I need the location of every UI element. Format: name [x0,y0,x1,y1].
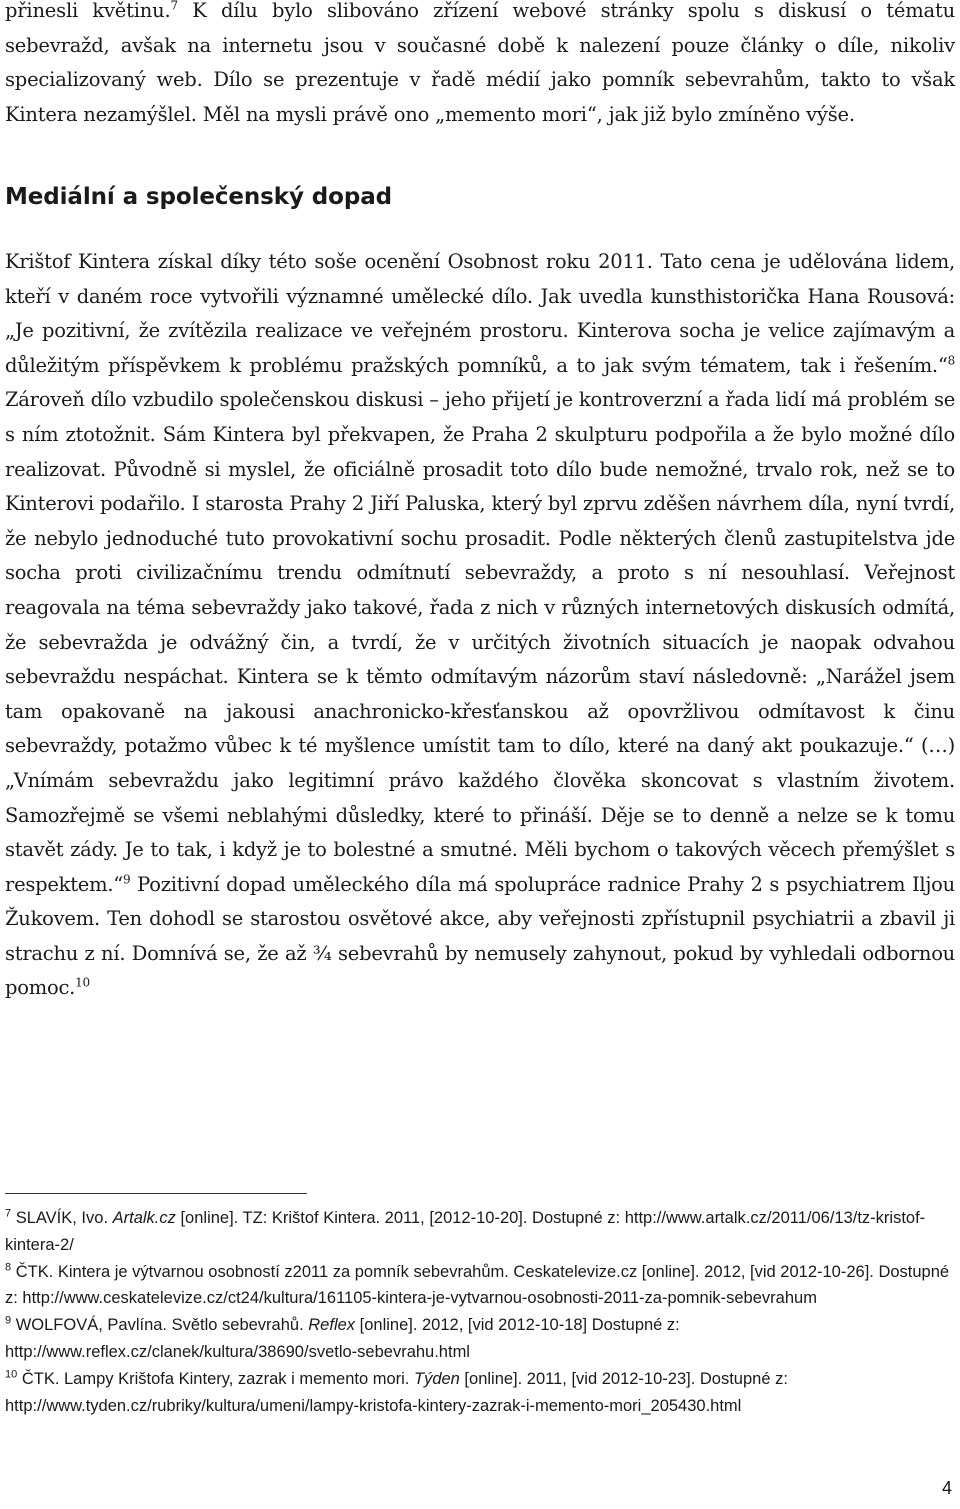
footnote-number: 9 [5,1314,12,1327]
footnote-10 [5,1366,955,1420]
body-paragraph-2 [5,245,955,1006]
footnote-7 [5,1205,955,1259]
paragraph-1-lead: přinesli květinu. [5,0,171,22]
footnote-number: 7 [5,1207,12,1220]
footnote-source-title: Reflex [308,1316,356,1335]
footnote-number: 8 [5,1261,12,1274]
footnote-ref-10[interactable]: 10 [75,975,90,990]
footnote-number: 10 [5,1368,18,1381]
footnote-separator [5,1193,307,1194]
footnote-text: ČTK. Lampy Krištofa Kintery, zazrak i memento mori. [17,1369,414,1388]
section-heading: Mediální a společenský dopad [5,184,392,210]
footnote-ref-8[interactable]: 8 [947,353,955,368]
footnote-text: [online]. 2012, [vid 2012-10-18] Dostupné z: http://www.reflex.cz/clanek/kultura/38690/svetlo-sebevrahu.html [5,1316,680,1361]
footnotes [5,1205,955,1419]
footnote-text: [online]. 2011, [vid 2012-10-23]. Dostupné z: http://www.tyden.cz/rubriky/kultura/umeni/lampy-kristofa-kintery-zazrak-i-memento-mori_205430.html [5,1369,788,1415]
paragraph-2-part-3: Pozitivní dopad uměleckého díla má spolupráce radnice Prahy 2 s psychiatrem Iljou Žukovem. Ten dohodl se starostou osvětové akce, aby veřejnosti zpřístupnil psychiatrii a zbavil ji strachu z ní. Domnívá se, že až ¾ sebevrahů by nemusely zahynout, pokud by vyhledali odbornou pomoc. [5,872,955,1000]
paragraph-1-text: K dílu bylo slibováno zřízení webové stránky spolu s diskusí o tématu sebevražd, avšak na internetu jsou v současné době k nalezení pouze články o díle, nikoliv specializovaný web. Dílo se prezentuje v řadě médií jako pomník sebevrahům, takto to však Kintera nezamýšlel. Měl na mysli právě ono „memento mori“, jak již bylo zmíněno výše. [5,0,955,126]
footnote-source-title: Týden [413,1369,460,1388]
body-paragraph-1 [5,0,955,132]
footnote-text: WOLFOVÁ, Pavlína. Světlo sebevrahů. [11,1316,309,1335]
footnote-8 [5,1259,955,1313]
footnote-ref-7[interactable]: 7 [170,0,178,13]
footnote-text: SLAVÍK, Ivo. [11,1209,113,1227]
footnote-ref-9[interactable]: 9 [123,872,131,887]
footnote-9 [5,1312,955,1366]
page-number: 4 [941,1478,952,1498]
footnote-text: ČTK. Kintera je výtvarnou osobností z2011 za pomník sebevrahům. Ceskatelevize.cz [online]. 2012, [vid 2012-10-26]. Dostupné z: http://www.ceskatelevize.cz/ct24/kultura/161105-kintera-je-vytvarnou-osobnosti-2011-za-pomnik-sebevrahum [5,1262,950,1308]
footnote-source-title: Artalk.cz [112,1209,176,1227]
footnote-text: [online]. TZ: Krištof Kintera. 2011, [2012-10-20]. Dostupné z: http://www.artalk.cz/2011/06/13/tz-kristof-kintera-2/ [5,1209,926,1254]
paragraph-2-part-1: Krištof Kintera získal díky této soše ocenění Osobnost roku 2011. Tato cena je udělována lidem, kteří v daném roce vytvořili významné umělecké dílo. Jak uvedla kunsthistorička Hana Rousová: „Je pozitivní, že zvítězila realizace ve veřejném prostoru. Kinterova socha je velice zajímavým a důležitým příspěvkem k problému pražských pomníků, a to jak svým tématem, tak i řešením.“ [5,250,955,377]
paragraph-2-part-2: Zároveň dílo vzbudilo společenskou diskusi – jeho přijetí je kontroverzní a řada lidí má problém se s ním ztotožnit. Sám Kintera byl překvapen, že Praha 2 skulpturu podpořila a že bylo možné dílo realizovat. Původně si myslel, že oficiálně prosadit toto dílo bude nemožné, trvalo rok, než se to Kinterovi podařilo. I starosta Prahy 2 Jiří Paluska, který byl zprvu zděšen návrhem díla, nyní tvrdí, že nebylo jednoduché tuto provokativní sochu prosadit. Podle některých členů zastupitelstva jde socha proti civilizačnímu trendu odmítnutí sebevraždy, a proto s ní nesouhlasí. Veřejnost reagovala na téma sebevraždy jako takové, řada z nich v různých internetových diskusích odmítá, že sebevražda je odvážný čin, a tvrdí, že v určitých životních situacích je naopak odvahou sebevraždu nespáchat. Kintera se k těmto odmítavým názorům staví následovně: „Narážel jsem tam opakovaně na jakousi anachronicko-křesťanskou až opovržlivou odmítavost k činu sebevraždy, potažmo vůbec k té myšlence umístit tam to dílo, které na daný akt poukazuje.“ (…) „Vnímám sebevraždu jako legitimní právo každého člověka skoncovat s vlastním životem. Samozřejmě se všemi neblahými důsledky, které to přináší. Děje se to denně a nelze se k tomu stavět zády. Je to tak, i když je to bolestné a smutné. Měli bychom o takových věcech přemýšlet s respektem.“ [5,388,955,896]
